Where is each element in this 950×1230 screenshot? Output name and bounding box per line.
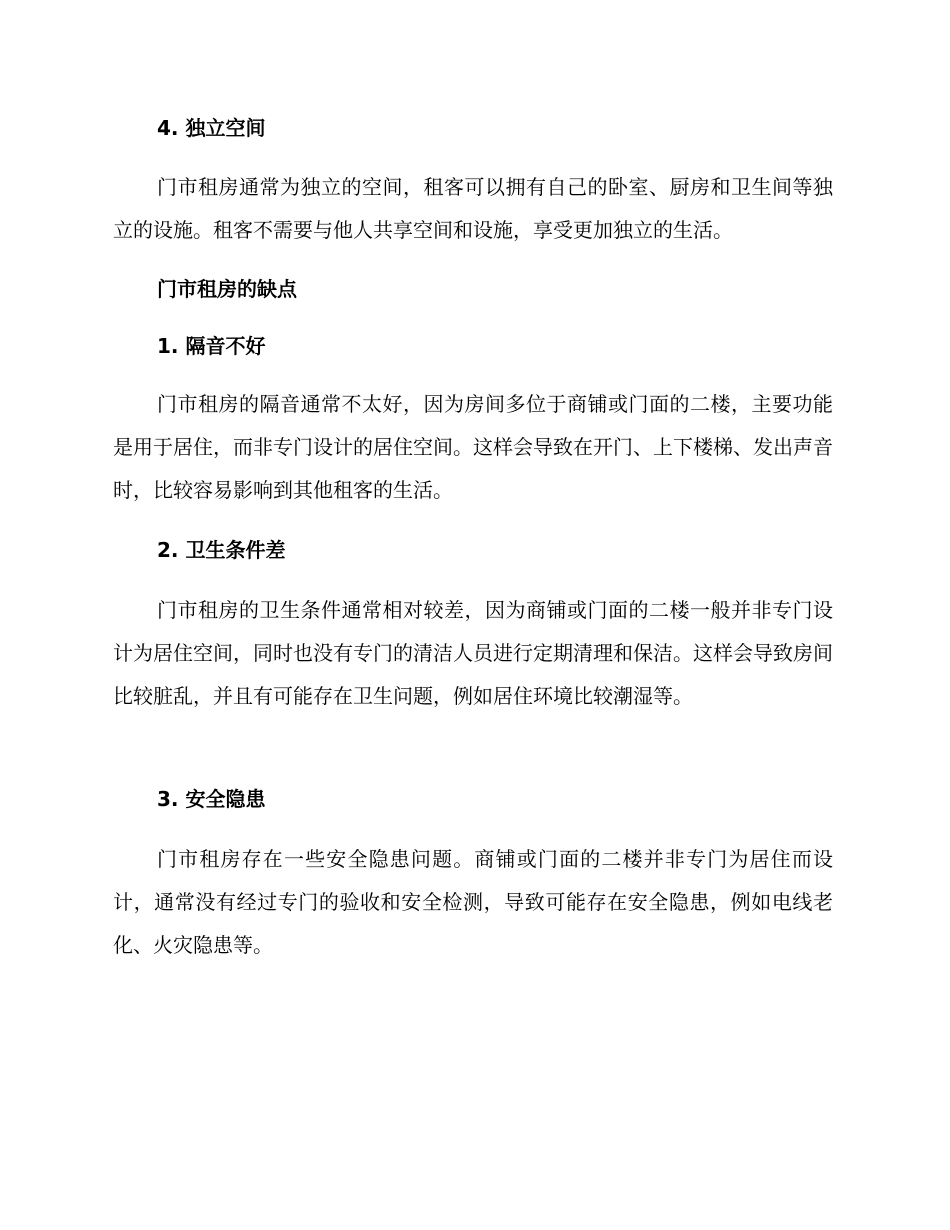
- section-heading-safety: 3. 安全隐患: [157, 787, 266, 811]
- section-heading-independent-space: 4. 独立空间: [157, 116, 266, 140]
- section-heading-soundproofing: 1. 隔音不好: [157, 334, 266, 358]
- paragraph-hygiene: 门市租房的卫生条件通常相对较差，因为商铺或门面的二楼一般并非专门设计为居住空间，同时也没有专门的清洁人员进行定期清理和保洁。这样会导致房间比较脏乱，并且有可能存在卫生问题，例如居住环境比较潮湿等。: [113, 598, 833, 708]
- paragraph-safety: 门市租房存在一些安全隐患问题。商铺或门面的二楼并非专门为居住而设计，通常没有经过专门的验收和安全检测，导致可能存在安全隐患，例如电线老化、火灾隐患等。: [113, 847, 833, 957]
- paragraph-independent-space: 门市租房通常为独立的空间，租客可以拥有自己的卧室、厨房和卫生间等独立的设施。租客不需要与他人共享空间和设施，享受更加独立的生活。: [113, 175, 833, 242]
- paragraph-soundproofing: 门市租房的隔音通常不太好，因为房间多位于商铺或门面的二楼，主要功能是用于居住，而非专门设计的居住空间。这样会导致在开门、上下楼梯、发出声音时，比较容易影响到其他租客的生活。: [113, 392, 833, 502]
- section-heading-hygiene: 2. 卫生条件差: [157, 538, 286, 562]
- section-heading-disadvantages: 门市租房的缺点: [157, 277, 297, 301]
